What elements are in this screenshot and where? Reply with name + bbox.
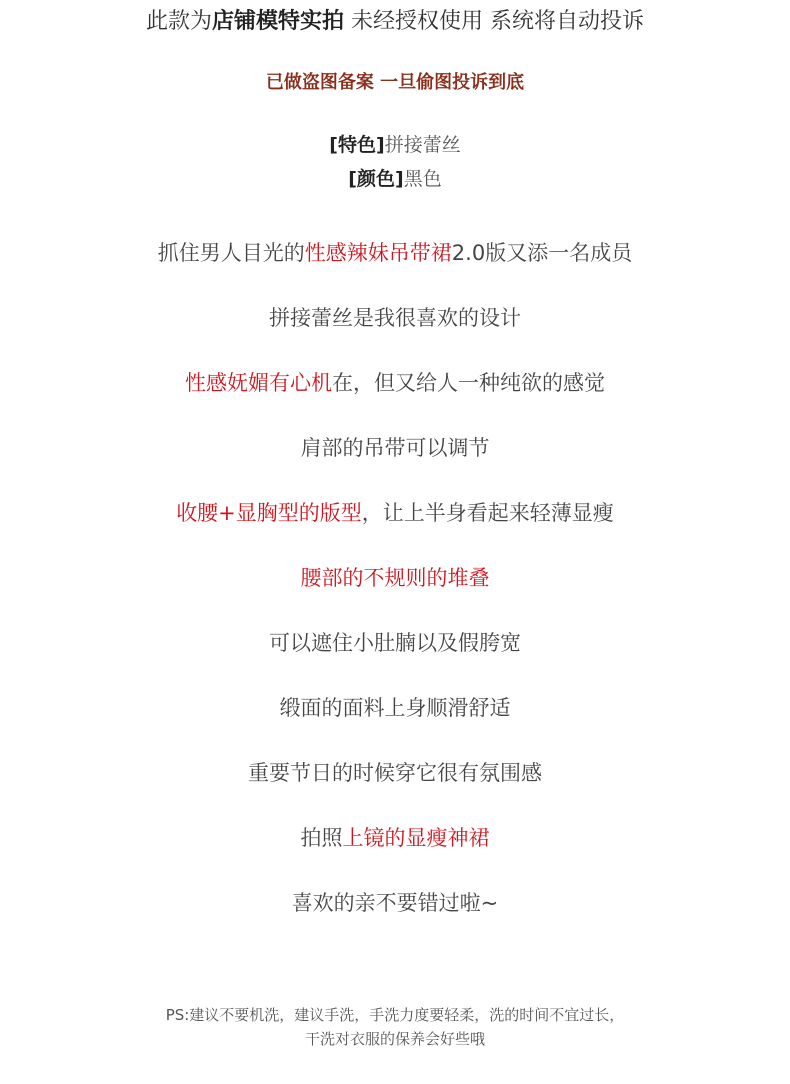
description-line bbox=[0, 563, 790, 593]
notice-suffix: 未经授权使用 系统将自动投诉 bbox=[344, 9, 645, 34]
description-line-highlight: 性感妩媚有心机 bbox=[185, 371, 332, 395]
description-line bbox=[0, 693, 790, 723]
description-line bbox=[0, 303, 790, 333]
description-line-text: 重要节日的时候穿它很有氛围感 bbox=[248, 761, 542, 785]
description-line-text: 在，但又给人一种纯欲的感觉 bbox=[332, 371, 605, 395]
spec-feature-open: [ bbox=[329, 134, 338, 156]
description-line-highlight: 上镜的显瘦神裙 bbox=[342, 826, 490, 850]
description-line-text: 2.0版又添一名成员 bbox=[451, 241, 633, 265]
description-line-text: 可以遮住小肚腩以及假胯宽 bbox=[269, 631, 521, 655]
notice-bold: 店铺模特实拍 bbox=[212, 9, 345, 34]
copyright-notice bbox=[0, 7, 790, 37]
description-line-highlight: 性感辣妹吊带裙 bbox=[304, 241, 452, 265]
description-line-text: ，让上半身看起来轻薄显瘦 bbox=[361, 501, 614, 525]
spec-color-value: 黑色 bbox=[403, 168, 442, 190]
description-line bbox=[0, 433, 790, 463]
description-line bbox=[0, 628, 790, 658]
spec-color bbox=[0, 165, 790, 193]
notice-prefix: 此款为 bbox=[145, 9, 212, 34]
spec-color-label: 颜色 bbox=[356, 168, 395, 190]
description-line bbox=[0, 823, 790, 853]
description-line-text: 抓住男人目光的 bbox=[157, 241, 305, 265]
spec-color-open: [ bbox=[348, 168, 357, 190]
description-line bbox=[0, 498, 790, 528]
description-line-highlight: 腰部的不规则的堆叠 bbox=[300, 566, 490, 590]
description-line-text: 肩部的吊带可以调节 bbox=[300, 436, 490, 460]
description-line-highlight: 收腰+显胸型的版型 bbox=[176, 501, 362, 525]
description-line-text: 拼接蕾丝是我很喜欢的设计 bbox=[269, 306, 521, 330]
spec-feature bbox=[0, 131, 790, 159]
description-line-text: 拍照 bbox=[300, 826, 343, 850]
description-line bbox=[0, 368, 790, 398]
spec-feature-label: 特色 bbox=[337, 134, 376, 156]
spec-feature-close: ] bbox=[376, 134, 385, 156]
care-note-line-2: 干洗对衣服的保养会好些哦 bbox=[304, 1030, 485, 1048]
description-line bbox=[0, 888, 790, 918]
spec-feature-value: 拼接蕾丝 bbox=[384, 134, 461, 156]
care-note-line-1: PS:建议不要机洗，建议手洗，手洗力度要轻柔，洗的时间不宜过长， bbox=[165, 1006, 625, 1024]
description-line-text: 喜欢的亲不要错过啦~ bbox=[291, 891, 499, 915]
description-line bbox=[0, 238, 790, 268]
antitheft-notice: 已做盗图备案 一旦偷图投诉到底 bbox=[265, 72, 525, 93]
description-line bbox=[0, 758, 790, 788]
description-line-text: 缎面的面料上身顺滑舒适 bbox=[279, 696, 511, 720]
spec-color-close: ] bbox=[395, 168, 404, 190]
